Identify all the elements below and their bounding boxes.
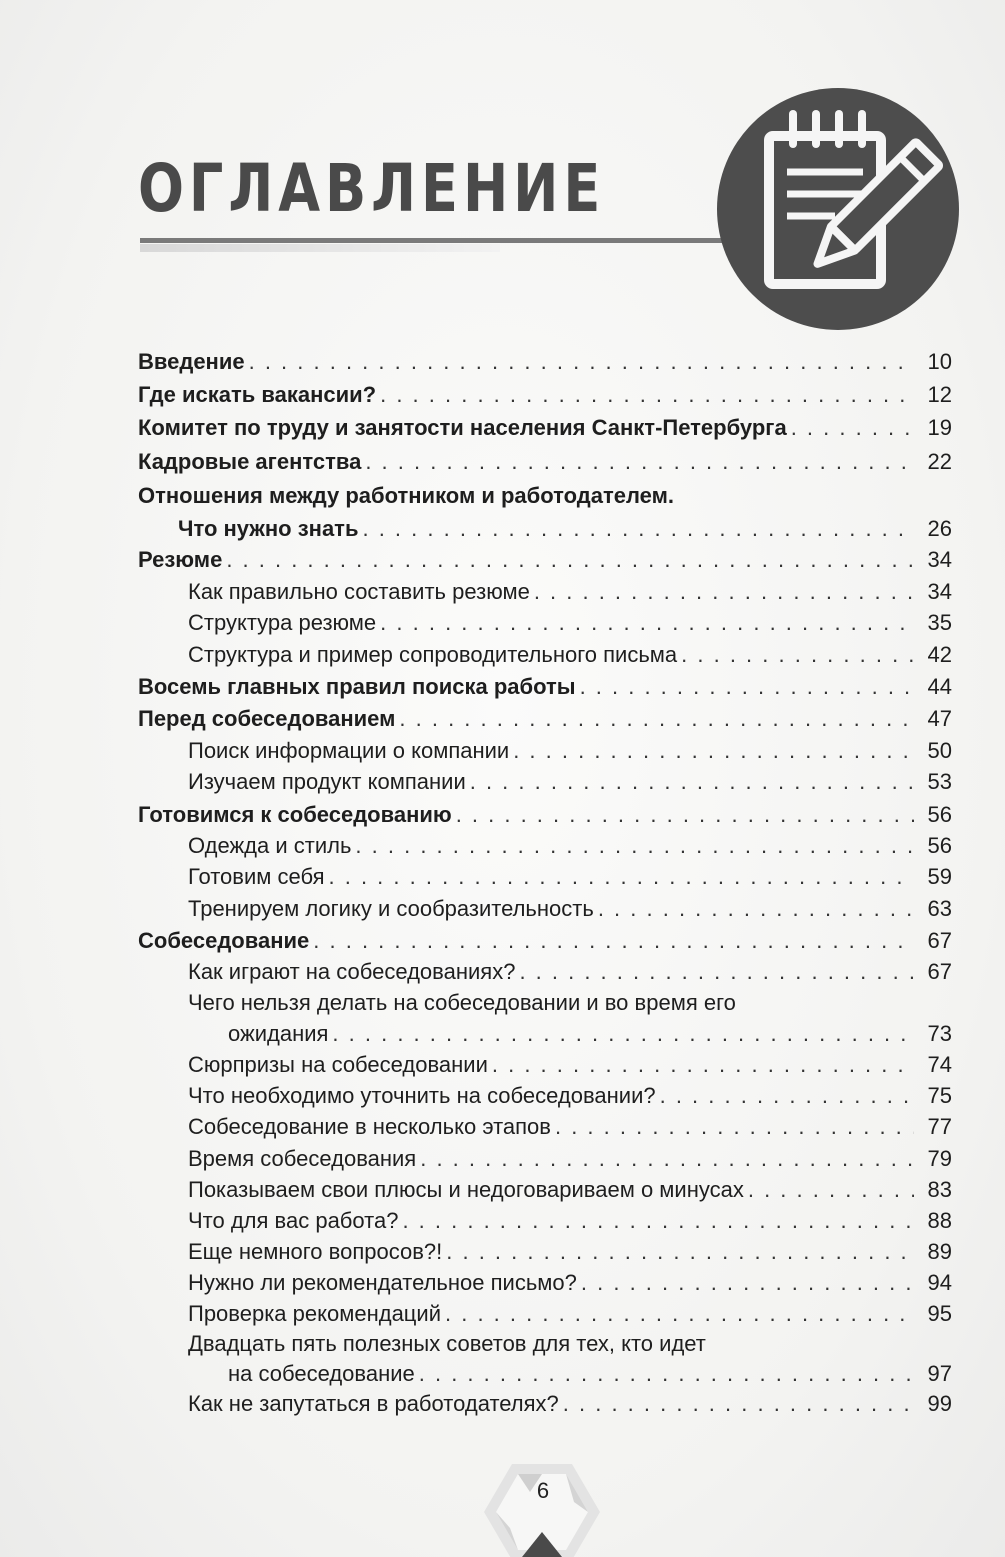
dot-leader [380,609,914,636]
toc-entry-page: 97 [927,1361,952,1386]
toc-entry-title: Что для вас работа? [188,1208,399,1233]
toc-entry-title: Где искать вакансии? [138,382,377,407]
toc-entry[interactable] [138,546,952,573]
toc-entry-title: Как правильно составить резюме [188,579,530,604]
toc-entry[interactable] [138,381,952,408]
toc-entry-title: Готовим себя [188,864,325,889]
page-title: ОГЛАВЛЕНИЕ [138,150,606,227]
toc-entry-title: Введение [138,349,245,374]
toc-entry-page: 74 [927,1052,952,1077]
toc-entry-page: 67 [927,959,952,984]
dot-leader [446,1238,914,1265]
toc-entry[interactable] [178,515,952,542]
dot-leader [249,348,914,375]
toc-entry-title: Собеседование в несколько этапов [188,1114,551,1139]
toc-entry-page: 83 [927,1177,952,1202]
toc-entry-page: 26 [927,516,952,541]
toc-entry[interactable] [188,958,952,985]
page-number: 6 [536,1478,550,1503]
toc-entry-title: Изучаем продукт компании [188,769,466,794]
toc-entry[interactable] [188,1145,952,1172]
toc-entry[interactable] [138,414,952,441]
toc-entry-title: Структура и пример сопроводительного письма [188,642,678,667]
toc-entry-title: Сюрпризы на собеседовании [188,1052,488,1077]
dot-leader [419,1360,914,1387]
toc-entry[interactable] [138,705,952,732]
toc-entry[interactable] [188,641,952,668]
toc-entry-page: 73 [927,1021,952,1046]
toc-entry[interactable] [188,1051,952,1078]
toc-entry-title[interactable]: Отношения между работником и работодателем. [138,483,674,508]
toc-entry-title: Восемь главных правил поиска работы [138,674,576,699]
dot-leader [563,1390,914,1417]
dot-leader [555,1113,914,1140]
hexagon-ornament-icon [482,1462,602,1557]
dot-leader [456,801,914,828]
toc-entry-page: 35 [927,610,952,635]
toc-entry-page: 77 [927,1114,952,1139]
dot-leader [534,578,914,605]
toc-entry[interactable] [188,609,952,636]
toc-entry-page: 79 [927,1146,952,1171]
toc-entry-title: Одежда и стиль [188,833,352,858]
toc-entry[interactable] [188,1207,952,1234]
toc-entry[interactable] [188,768,952,795]
toc-entry[interactable] [188,1390,952,1417]
toc-entry[interactable] [188,1082,952,1109]
toc-entry-title: Как играют на собеседованиях? [188,959,516,984]
dot-leader [332,1020,914,1047]
dot-leader [226,546,914,573]
toc-entry-page: 95 [927,1301,952,1326]
dot-leader [365,448,914,475]
toc-entry[interactable] [188,1176,952,1203]
dot-leader [329,863,915,890]
toc-entry-title: Собеседование [138,928,310,953]
dot-leader [420,1145,914,1172]
toc-entry-title: Проверка рекомендаций [188,1301,441,1326]
dot-leader [681,641,914,668]
toc-entry-title: Время собеседования [188,1146,417,1171]
toc-entry[interactable] [228,1360,952,1387]
toc-entry-title: Резюме [138,547,223,572]
toc-entry[interactable] [138,927,952,954]
toc-entry-title-continued: на собеседование [228,1361,415,1386]
toc-entry-page: 99 [927,1391,952,1416]
toc-entry-page: 59 [927,864,952,889]
dot-leader [519,958,914,985]
toc-entry-title: Комитет по труду и занятости населения Санкт-Петербурга [138,415,787,440]
dot-leader [470,768,914,795]
toc-entry-title: Готовимся к собеседованию [138,802,452,827]
toc-entry-title: Поиск информации о компании [188,738,510,763]
dot-leader [580,673,914,700]
toc-entry[interactable] [188,895,952,922]
toc-entry-title: Показываем свои плюсы и недоговариваем о минусах [188,1177,744,1202]
toc-entry-title[interactable]: Чего нельзя делать на собеседовании и во время его [188,990,736,1015]
toc-entry[interactable] [228,1020,952,1047]
toc-entry[interactable] [188,578,952,605]
toc-entry-title: Структура резюме [188,610,377,635]
dot-leader [362,515,914,542]
toc-entry-title: Что необходимо уточнить на собеседовании? [188,1083,656,1108]
toc-entry-page: 56 [927,833,952,858]
dot-leader [660,1082,914,1109]
toc-entry-page: 47 [927,706,952,731]
dot-leader [402,1207,914,1234]
dot-leader [748,1176,914,1203]
toc-entry-title: Как не запутаться в работодателях? [188,1391,559,1416]
dot-leader [581,1269,914,1296]
toc-entry-page: 42 [927,642,952,667]
toc-entry-title: Перед собеседованием [138,706,396,731]
toc-entry[interactable] [138,448,952,475]
toc-entry-title: Еще немного вопросов?! [188,1239,443,1264]
toc-entry-title-continued: ожидания [228,1021,329,1046]
toc-entry[interactable] [188,832,952,859]
dot-leader [399,705,914,732]
dot-leader [380,381,914,408]
toc-entry-page: 94 [927,1270,952,1295]
toc-entry-page: 89 [927,1239,952,1264]
toc-entry[interactable] [188,737,952,764]
toc-entry-page: 19 [927,415,952,440]
toc-entry-title: Тренируем логику и сообразительность [188,896,594,921]
toc-entry-page: 34 [927,579,952,604]
toc-entry[interactable] [138,673,952,700]
dot-leader [513,737,914,764]
toc-entry-page: 34 [927,547,952,572]
toc-entry-page: 56 [927,802,952,827]
toc-entry-page: 88 [927,1208,952,1233]
dot-leader [355,832,914,859]
toc-entry[interactable] [188,1238,952,1265]
toc-entry-page: 10 [927,349,952,374]
toc-entry-page: 12 [927,382,952,407]
toc-entry-title: Кадровые агентства [138,449,362,474]
toc-entry[interactable] [138,348,952,375]
toc-entry[interactable] [138,801,952,828]
toc-entry-page: 63 [927,896,952,921]
toc-entry-page: 44 [927,674,952,699]
toc-entry-page: 67 [927,928,952,953]
toc-entry[interactable] [188,1113,952,1140]
dot-leader [313,927,914,954]
toc-entry-title: Нужно ли рекомендательное письмо? [188,1270,577,1295]
toc-entry[interactable] [188,1300,952,1327]
toc-entry-page: 53 [927,769,952,794]
toc-entry[interactable] [188,863,952,890]
toc-entry-title-continued: Что нужно знать [178,516,359,541]
dot-leader [791,414,914,441]
toc-entry-page: 22 [927,449,952,474]
toc-entry-page: 50 [927,738,952,763]
dot-leader [492,1051,914,1078]
toc-entry[interactable] [188,1269,952,1296]
dot-leader [445,1300,914,1327]
dot-leader [598,895,914,922]
toc-entry-title[interactable]: Двадцать пять полезных советов для тех, кто идет [188,1331,706,1356]
toc-entry-page: 75 [927,1083,952,1108]
